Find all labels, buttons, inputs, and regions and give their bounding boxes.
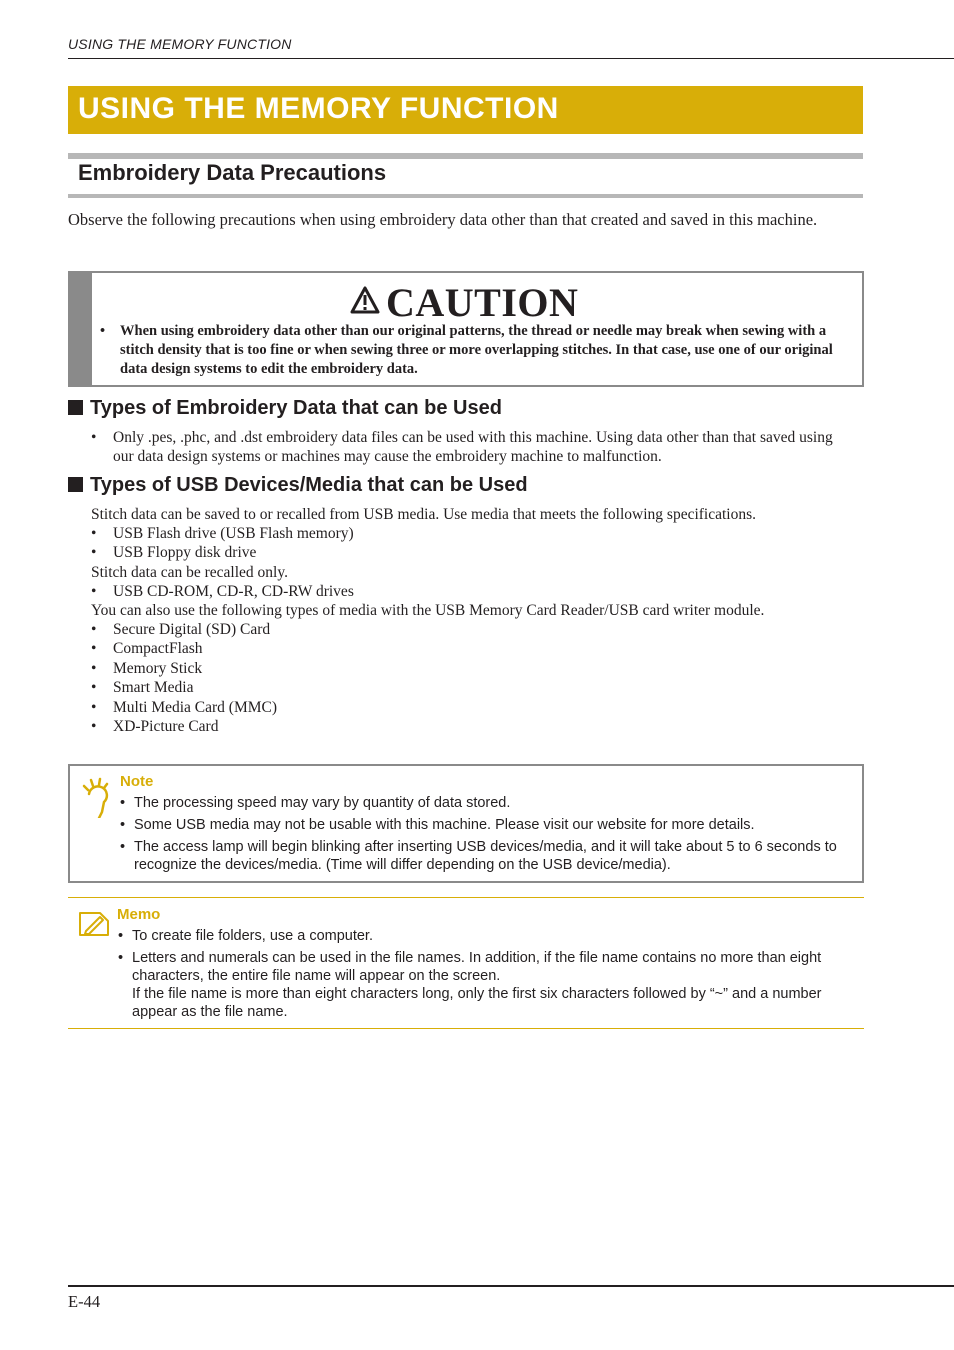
- lightbulb-icon: [80, 774, 112, 818]
- footer-rule: [68, 1285, 954, 1287]
- list-item: • To create file folders, use a computer.: [118, 927, 858, 945]
- list-item: • Only .pes, .phc, and .dst embroidery data files can be used with this machine. Using data other than that saved using our data design systems or machines may cause the embroidery machine to malfunction.: [91, 428, 851, 467]
- list-item: • CompactFlash: [91, 639, 851, 658]
- recall-only-text: Stitch data can be recalled only.: [91, 564, 288, 581]
- caution-item: [100, 322, 835, 379]
- pencil-memo-icon: [78, 909, 110, 937]
- card-reader-text: You can also use the following types of media with the USB Memory Card Reader/USB card writer module.: [91, 602, 765, 619]
- caution-title: [350, 279, 578, 326]
- note-box: [68, 764, 864, 883]
- save-recall-list: [91, 524, 851, 563]
- list-item: [118, 949, 858, 1021]
- chapter-title: USING THE MEMORY FUNCTION: [78, 92, 559, 125]
- bullet: •: [100, 323, 106, 339]
- caution-strip: [70, 273, 92, 385]
- usb-intro: Stitch data can be saved to or recalled from USB media. Use media that meets the following specifications.: [91, 506, 757, 523]
- section-rule-top: [68, 153, 863, 159]
- memo-item-text: Letters and numerals can be used in the file names. In addition, if the file name contains no more than eight characters, the entire file name will appear on the screen.: [132, 950, 822, 984]
- list-item: • Some USB media may not be usable with this machine. Please visit our website for more details.: [120, 816, 850, 834]
- list-item: • XD-Picture Card: [91, 717, 851, 736]
- memo-item-text: If the file name is more than eight characters long, only the first six characters followed by “~” and a number appear as the file name.: [132, 986, 822, 1020]
- section-rule-bottom: [68, 194, 863, 198]
- section-title: Embroidery Data Precautions: [78, 160, 387, 185]
- list-item: • USB Floppy disk drive: [91, 543, 851, 562]
- list-item: • Secure Digital (SD) Card: [91, 620, 851, 639]
- caution-item-text: When using embroidery data other than our original patterns, the thread or needle may break when sewing with a stitch density that is too fine or when sewing three or more overlapping stitches. In that case, use one of our original data design systems to edit the embroidery data.: [120, 323, 833, 377]
- types-usb-heading: [68, 474, 528, 497]
- list-item: • USB Flash drive (USB Flash memory): [91, 524, 851, 543]
- caution-box: [68, 271, 864, 387]
- square-bullet-icon: [68, 400, 83, 415]
- types-data-list: [91, 428, 851, 467]
- memo-box: [68, 897, 864, 1029]
- memo-list: [118, 927, 858, 1025]
- page-number: E-44: [68, 1292, 101, 1311]
- list-item: • The access lamp will begin blinking after inserting USB devices/media, and it will take about 5 to 6 seconds to recognize the devices/media. (Time will differ depending on the USB device/media).: [120, 838, 850, 874]
- square-bullet-icon: [68, 477, 83, 492]
- list-item: • Memory Stick: [91, 659, 851, 678]
- recall-only-list: [91, 582, 851, 601]
- note-label: Note: [120, 773, 154, 790]
- list-item: • Smart Media: [91, 678, 851, 697]
- types-data-heading: [68, 397, 502, 420]
- list-item: • USB CD-ROM, CD-R, CD-RW drives: [91, 582, 851, 601]
- types-data-heading-text: Types of Embroidery Data that can be Used: [90, 397, 502, 419]
- caution-title-text: CAUTION: [386, 280, 579, 325]
- types-usb-heading-text: Types of USB Devices/Media that can be Used: [90, 474, 528, 496]
- intro-paragraph: Observe the following precautions when using embroidery data other than that created and saved in this machine.: [68, 210, 818, 229]
- warning-triangle-icon: [350, 286, 380, 314]
- running-header: USING THE MEMORY FUNCTION: [68, 36, 292, 52]
- list-item: • Multi Media Card (MMC): [91, 698, 851, 717]
- chapter-title-bar: [68, 86, 863, 134]
- list-item: • The processing speed may vary by quantity of data stored.: [120, 794, 850, 812]
- card-list: [91, 620, 851, 736]
- note-list: [120, 794, 850, 878]
- memo-label: Memo: [117, 906, 161, 923]
- header-rule: [68, 58, 954, 59]
